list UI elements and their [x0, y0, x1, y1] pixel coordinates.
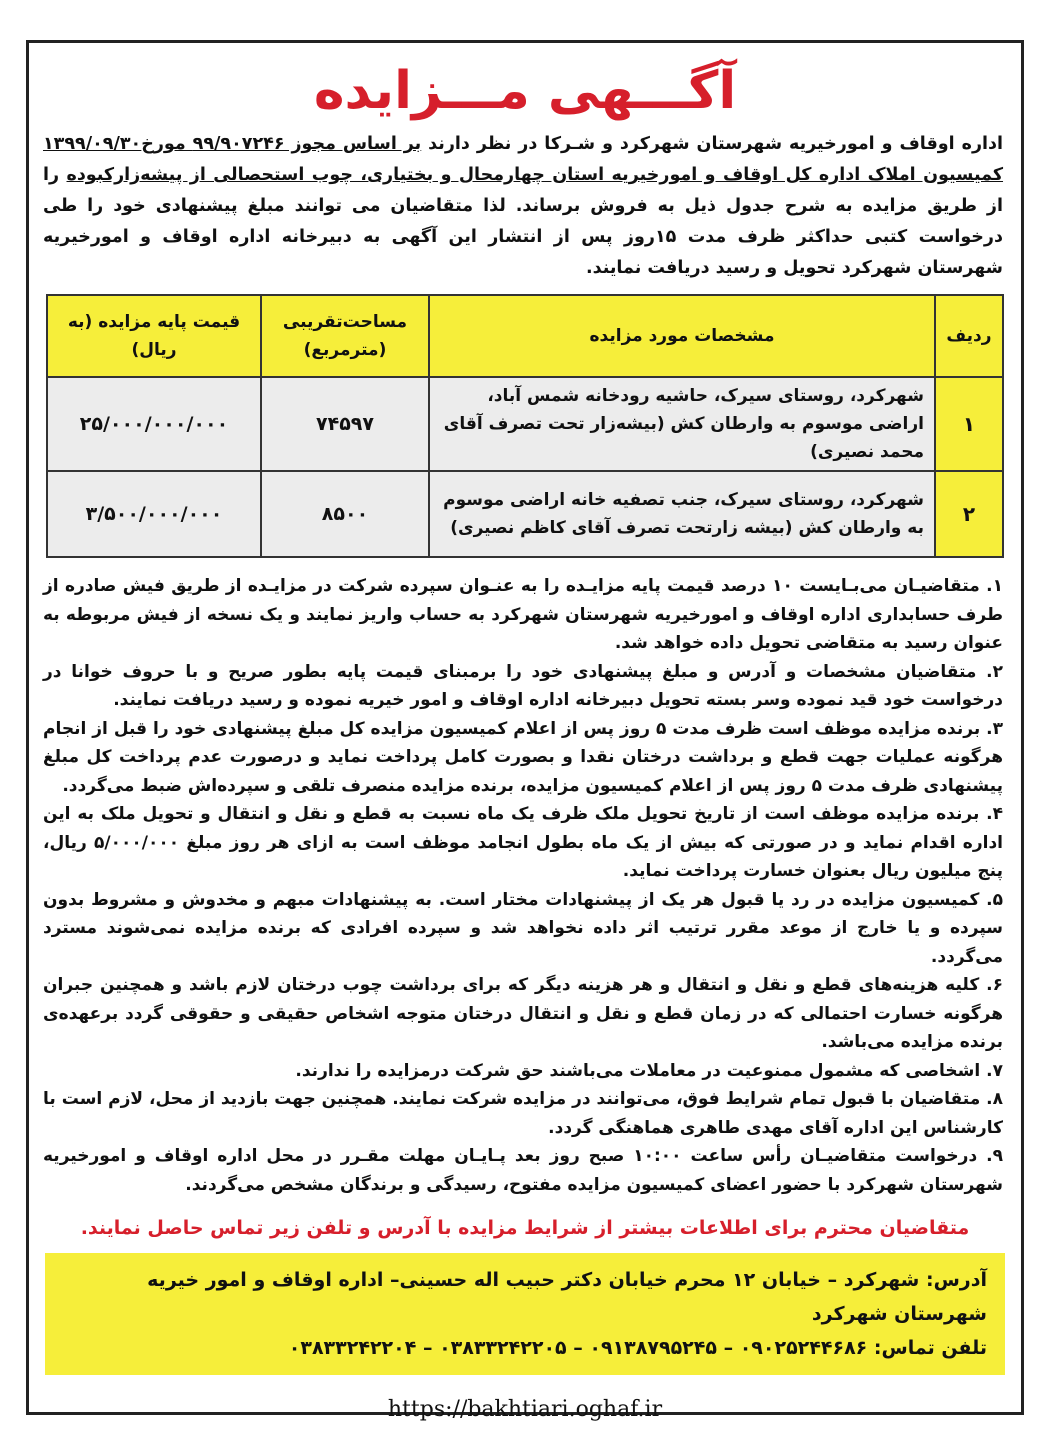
header-base-price: قیمت پایه مزایده (به ریال) — [47, 295, 261, 377]
phone-line: تلفن تماس: ۰۹۰۲۵۲۴۴۶۸۶ – ۰۹۱۳۸۷۹۵۲۴۵ – ۰۳۸۳۳۲۴۲۲۰۵ – ۰۳۸۳۳۲۴۲۲۰۴ — [288, 1337, 987, 1359]
intro-paragraph — [29, 129, 1021, 284]
header-row-number: ردیف — [935, 295, 1003, 377]
table-header-row — [47, 295, 1003, 377]
contact-note: متقاضیان محترم برای اطلاعات بیشتر از شرایط مزایده با آدرس و تلفن زیر تماس حاصل نمایند. — [80, 1217, 970, 1239]
condition-item: ۹. درخواست متقاضیـان رأس ساعت ۱۰:۰۰ صبح روز بعد پـایـان مهلت مقـرر در محل اداره اوقاف و امورخیریه شهرستان شهرکرد با حضور اعضای کمیسیون مزایده مفتوح، رسیدگی و برندگان مشخص می‌گردند. — [43, 1146, 1003, 1195]
auction-items-table — [46, 294, 1004, 558]
intro-part-1: اداره اوقاف و امورخیریه شهرستان شهرکرد و شـرکا در نظر دارند — [421, 134, 1004, 154]
row-description: شهرکرد، روستای سیرک، حاشیه رودخانه شمس آباد، اراضی موسوم به وارطان کش (بیشه‌زار تحت تصرف آقای محمد نصیری) — [429, 377, 935, 471]
condition-item: ۷. اشخاصی که مشمول ممنوعیت در معاملات می‌باشند حق شرکت درمزایده را ندارند. — [295, 1060, 1003, 1081]
condition-item: ۶. کلیه هزینه‌های قطع و نقل و انتقال و هر هزینه دیگر که برای برداشت چوب درختان لازم باشد و همچنین جبران هرگونه خسارت احتمالی که در زمان قطع و نقل و انتقال درختان متوجه اشخاص حقیقی و حقوقی گردد برعهده‌ی برنده مزایده می‌باشد. — [43, 975, 1003, 1052]
intro-part-2: را از طریق مزایده به شرح جدول ذیل به فروش برساند. لذا متقاضیان می توانند مبلغ پیشنهادی خود را طی درخواست کتبی حداکثر ظرف مدت ۱۵روز پس از انتشار این آگهی به دبیرخانه اداره اوقاف و امورخیریه شهرستان شهرکرد تحویل و رسید دریافت نمایند. — [43, 165, 1003, 278]
contact-box — [45, 1253, 1005, 1375]
ad-title: آگـــهی مـــزایده — [313, 61, 737, 121]
row-number: ۱ — [935, 377, 1003, 471]
header-area: مساحت‌تقریبی (مترمربع) — [261, 295, 429, 377]
intro-permit: بر اساس مجوز ۹۹/۹۰۷۲۴۶ مورخ۱۳۹۹/۰۹/۳۰ کمیسیون املاک اداره کل اوقاف و امورخیریه استان چهارمحال و بختیاری، چوب استحصالی از پیشه‌زارکبوده — [43, 134, 1004, 185]
condition-item: ۲. متقاضیان مشخصات و آدرس و مبلغ پیشنهادی خود را برمبنای قیمت پایه بطور صریح و با حروف خوانا در درخواست خود قید نموده وسر بسته تحویل دبیرخانه اداره اوقاف و امور خیریه نموده و رسید دریافت نمایند. — [43, 661, 1003, 710]
condition-item: ۵. کمیسیون مزایده در رد یا قبول هر یک از پیشنهادات مختار است. به پیشنهادات مبهم و مخدوش و مشروط بدون سپرده و یا خارج از موعد مقرر ترتیب اثر داده نخواهد شد و سپرده افرادی که برنده مزایده نمی‌شوند مسترد می‌گردد. — [43, 889, 1003, 967]
conditions-list — [29, 572, 1021, 1199]
table-row — [47, 377, 1003, 471]
condition-item: ۴. برنده مزایده موظف است از تاریخ تحویل ملک ظرف یک ماه نسبت به قطع و نقل و انتقال و تحویل ملک به این اداره اقدام نماید و در صورتی که بیش از یک ماه بطول انجامد موظف است به ازای هر روز مبلغ ۵/۰۰۰/۰۰۰ ریال، پنج میلیون ریال بعنوان خسارت پرداخت نماید. — [43, 804, 1003, 881]
advertisement-frame — [26, 40, 1024, 1422]
condition-item: ۳. برنده مزایده موظف است ظرف مدت ۵ روز پس از اعلام کمیسیون مزایده کل مبلغ پیشنهادی خود را قبل از انجام هرگونه عملیات جهت قطع و برداشت درختان نقدا و بصورت کامل پرداخت نماید و درصورت عدم پرداخت کل مبلغ پیشنهادی ظرف مدت ۵ روز پس از اعلام کمیسیون مزایده، برنده مزایده منصرف تلقی و سپرده‌اش ضبط می‌گردد. — [43, 718, 1004, 796]
row-area: ۸۵۰۰ — [261, 471, 429, 557]
row-number: ۲ — [935, 471, 1003, 557]
header-description: مشخصات مورد مزایده — [429, 295, 935, 377]
condition-item: ۱. متقاضیـان می‌بـایست ۱۰ درصد قیمت پایه مزایـده را به عنـوان سپرده شرکت در مزایـده از طریق فیش صادره از طرف حسابداری اداره اوقاف و امورخیریه شهرستان شهرکرد به حساب واریز نمایند و یک نسخه از فیش مربوطه به عنوان رسید به متقاضی تحویل داده خواهد شد. — [43, 576, 1003, 653]
table-row — [47, 471, 1003, 557]
row-description: شهرکرد، روستای سیرک، جنب تصفیه خانه اراضی موسوم به وارطان کش (بیشه زارتحت تصرف آقای کاظم نصیری) — [429, 471, 935, 557]
address-line: آدرس: شهرکرد – خیابان ۱۲ محرم خیابان دکتر حبیب اله حسینی– اداره اوقاف و امور خیریه شهرستان شهرکرد — [147, 1269, 987, 1325]
row-base-price: ۳/۵۰۰/۰۰۰/۰۰۰ — [47, 471, 261, 557]
condition-item: ۸. متقاضیان با قبول تمام شرایط فوق، می‌توانند در مزایده شرکت نمایند. همچنین جهت بازدید از محل، لازم است با کارشناس این اداره آقای مهدی طاهری هماهنگی گردد. — [43, 1089, 1003, 1138]
row-base-price: ۲۵/۰۰۰/۰۰۰/۰۰۰ — [47, 377, 261, 471]
row-area: ۷۴۵۹۷ — [261, 377, 429, 471]
website-link[interactable]: https://bakhtiari.oghaf.ir — [387, 1397, 663, 1422]
